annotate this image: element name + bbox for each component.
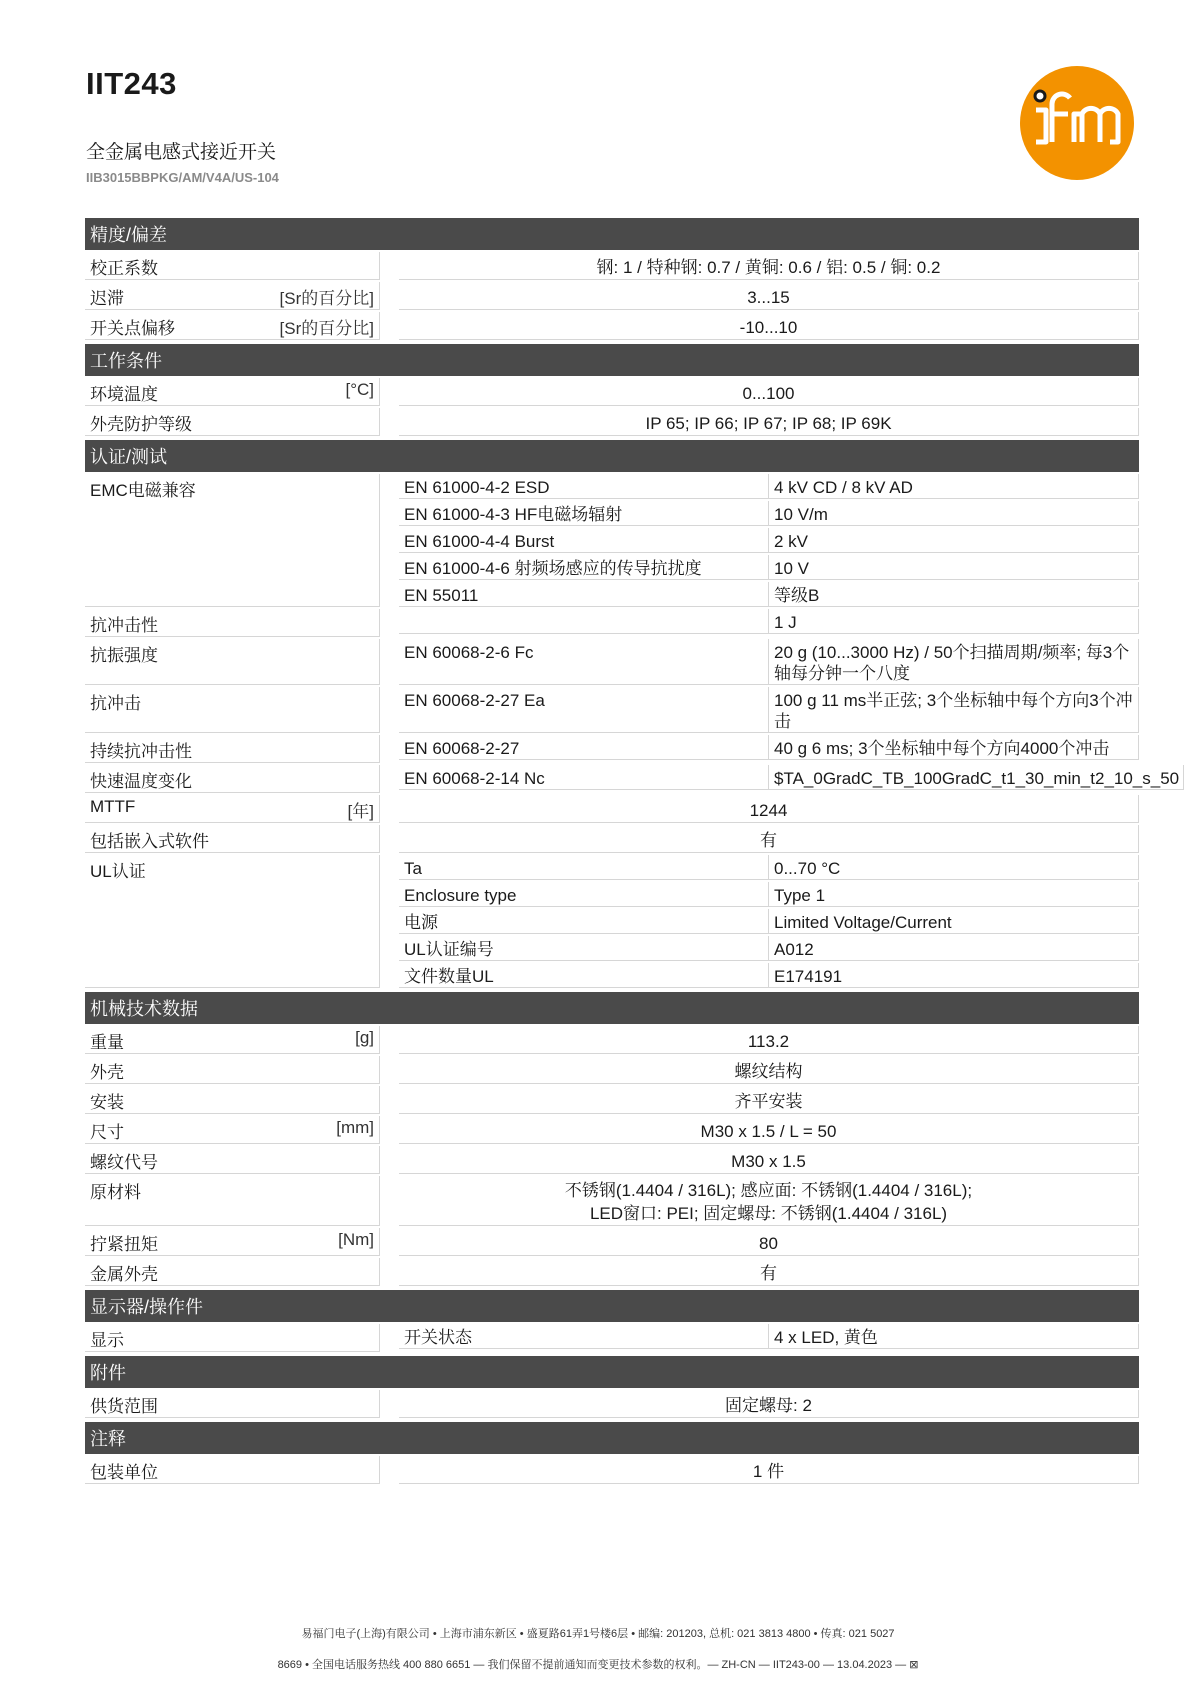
std: EN 60068-2-14 Nc (399, 765, 769, 790)
row-torque (85, 1228, 1139, 1256)
row-label: 快速温度变化 (90, 772, 192, 791)
row-impact (85, 609, 1139, 637)
row-label: MTTF (90, 797, 136, 816)
row-label: 金属外壳 (90, 1265, 158, 1284)
row-continuous-shock (85, 735, 1139, 763)
std: EN 61000-4-6 射频场感应的传导抗扰度 (399, 555, 769, 580)
ul-item (399, 963, 1139, 988)
datasheet (85, 218, 1180, 1484)
row-value: 固定螺母: 2 (399, 1390, 1139, 1418)
row-label: 原材料 (90, 1183, 141, 1202)
row-value: 3...15 (399, 282, 1139, 310)
row-material (85, 1176, 1139, 1226)
row-label: 抗冲击 (90, 694, 141, 713)
row-value: M30 x 1.5 / L = 50 (399, 1116, 1139, 1144)
row-label: 外壳 (90, 1063, 124, 1082)
emc-item (399, 474, 1139, 499)
std: Enclosure type (399, 882, 769, 907)
section-precision: 精度/偏差 (85, 218, 1139, 250)
row-emc (85, 474, 1139, 607)
row-label: 包装单位 (90, 1463, 158, 1482)
row-value: M30 x 1.5 (399, 1146, 1139, 1174)
std-value: $TA_0GradC_TB_100GradC_t1_30_min_t2_10_s_50 (769, 765, 1184, 790)
emc-item (399, 582, 1139, 607)
row-value: 齐平安装 (399, 1086, 1139, 1114)
std: 文件数量UL (399, 963, 769, 988)
row-protection (85, 408, 1139, 436)
std-value: 4 kV CD / 8 kV AD (769, 474, 1139, 499)
row-unit: [g] (355, 1028, 374, 1047)
product-title: IIT243 (86, 66, 177, 101)
section-approvals: 认证/测试 (85, 440, 1139, 472)
std: EN 61000-4-3 HF电磁场辐射 (399, 501, 769, 526)
row-label: 尺寸 (90, 1123, 124, 1142)
row-label: 抗振强度 (90, 646, 158, 665)
std-value: 10 V (769, 555, 1139, 580)
row-label: 外壳防护等级 (90, 415, 192, 434)
row-label: UL认证 (90, 862, 146, 881)
std-value: E174191 (769, 963, 1139, 988)
row-unit: [mm] (336, 1118, 374, 1137)
row-unit: [Sr的百分比] (279, 289, 374, 308)
row-value: 80 (399, 1228, 1139, 1256)
row-thread (85, 1146, 1139, 1174)
row-switch-point-drift (85, 312, 1139, 340)
std (399, 609, 769, 634)
row-value: 0...100 (399, 378, 1139, 406)
emc-item (399, 501, 1139, 526)
row-label: 持续抗冲击性 (90, 742, 192, 761)
row-correction-factor (85, 252, 1139, 280)
row-unit: [°C] (345, 380, 374, 399)
row-ambient-temp (85, 378, 1139, 406)
emc-item (399, 555, 1139, 580)
row-label: 抗冲击性 (90, 616, 158, 635)
std: EN 60068-2-27 (399, 735, 769, 760)
std: 电源 (399, 909, 769, 934)
row-label: 重量 (90, 1033, 124, 1052)
product-code: IIB3015BBPKG/AM/V4A/US-104 (86, 170, 279, 185)
row-value: 有 (399, 1258, 1139, 1286)
std: EN 61000-4-2 ESD (399, 474, 769, 499)
std: Ta (399, 855, 769, 880)
row-hysteresis (85, 282, 1139, 310)
footer-legal: 8669 • 全国电话服务热线 400 880 6651 — 我们保留不提前通知而变更技术参数的权利。— ZH-CN — IIT243-00 — 13.04.2023 — ⊠ (277, 1659, 919, 1671)
row-vibration (85, 639, 1139, 685)
row-weight (85, 1026, 1139, 1054)
row-label: 校正系数 (90, 259, 158, 278)
row-value: 钢: 1 / 特种钢: 0.7 / 黄铜: 0.6 / 铝: 0.5 / 铜: 0.2 (399, 252, 1139, 280)
row-unit: [Sr的百分比] (279, 319, 374, 338)
section-display: 显示器/操作件 (85, 1290, 1139, 1322)
std-value: 4 x LED, 黄色 (769, 1324, 1139, 1349)
std-value: 100 g 11 ms半正弦; 3个坐标轴中每个方向3个冲击 (769, 687, 1139, 733)
section-notes: 注释 (85, 1422, 1139, 1454)
row-value: 1 件 (399, 1456, 1139, 1484)
row-temp-change (85, 765, 1180, 793)
row-label: 显示 (90, 1331, 124, 1350)
row-housing (85, 1056, 1139, 1084)
section-operating: 工作条件 (85, 344, 1139, 376)
row-label: 拧紧扭矩 (90, 1235, 158, 1254)
material-line-2: LED窗口: PEI; 固定螺母: 不锈钢(1.4404 / 316L) (589, 1204, 948, 1223)
ul-item (399, 936, 1139, 961)
std: EN 55011 (399, 582, 769, 607)
row-label: 包括嵌入式软件 (90, 832, 209, 851)
footer-address: 易福门电子(上海)有限公司 • 上海市浦东新区 • 盛夏路61弄1号楼6层 • 邮编: 201203, 总机: 021 3813 4800 • 传真: 021 5027 (301, 1628, 895, 1640)
row-embedded-software (85, 825, 1139, 853)
std-value: 10 V/m (769, 501, 1139, 526)
ul-item (399, 909, 1139, 934)
row-shock (85, 687, 1139, 733)
ul-item (399, 855, 1139, 880)
row-value: 螺纹结构 (399, 1056, 1139, 1084)
row-mttf (85, 795, 1139, 823)
std-value: 2 kV (769, 528, 1139, 553)
ul-item (399, 882, 1139, 907)
row-display (85, 1324, 1139, 1352)
row-label: 开关点偏移 (90, 319, 175, 338)
std: EN 60068-2-27 Ea (399, 687, 769, 733)
std: EN 61000-4-4 Burst (399, 528, 769, 553)
ifm-logo (1018, 64, 1136, 182)
row-value: 113.2 (399, 1026, 1139, 1054)
row-label: EMC电磁兼容 (90, 481, 196, 500)
section-mechanical: 机械技术数据 (85, 992, 1139, 1024)
std-value: 20 g (10...3000 Hz) / 50个扫描周期/频率; 每3个轴每分钟一个八度 (769, 639, 1139, 685)
row-scope-of-delivery (85, 1390, 1139, 1418)
std-value: A012 (769, 936, 1139, 961)
std-value: 0...70 °C (769, 855, 1139, 880)
row-value: IP 65; IP 66; IP 67; IP 68; IP 69K (399, 408, 1139, 436)
std: 开关状态 (399, 1324, 769, 1349)
product-subtitle: 全金属电感式接近开关 (86, 142, 277, 163)
row-unit: [年] (347, 802, 374, 821)
std-value: Type 1 (769, 882, 1139, 907)
row-label: 螺纹代号 (90, 1153, 158, 1172)
std-value: 等级B (769, 582, 1139, 607)
row-label: 迟滞 (90, 289, 124, 308)
row-unit: [Nm] (338, 1230, 374, 1249)
material-line-1: 不锈钢(1.4404 / 316L); 感应面: 不锈钢(1.4404 / 316L); (564, 1181, 973, 1200)
row-mounting (85, 1086, 1139, 1114)
std-value: 1 J (769, 609, 1139, 634)
emc-item (399, 528, 1139, 553)
std-value: Limited Voltage/Current (769, 909, 1139, 934)
row-value: -10...10 (399, 312, 1139, 340)
row-label: 环境温度 (90, 385, 158, 404)
section-accessories: 附件 (85, 1356, 1139, 1388)
row-ul (85, 855, 1139, 988)
row-label: 供货范围 (90, 1397, 158, 1416)
std-value: 40 g 6 ms; 3个坐标轴中每个方向4000个冲击 (769, 735, 1139, 760)
row-value: 有 (399, 825, 1139, 853)
row-dimensions (85, 1116, 1139, 1144)
row-packaging-unit (85, 1456, 1139, 1484)
row-value: 1244 (399, 795, 1139, 823)
row-metal-housing (85, 1258, 1139, 1286)
std: UL认证编号 (399, 936, 769, 961)
std: EN 60068-2-6 Fc (399, 639, 769, 685)
row-label: 安装 (90, 1093, 124, 1112)
